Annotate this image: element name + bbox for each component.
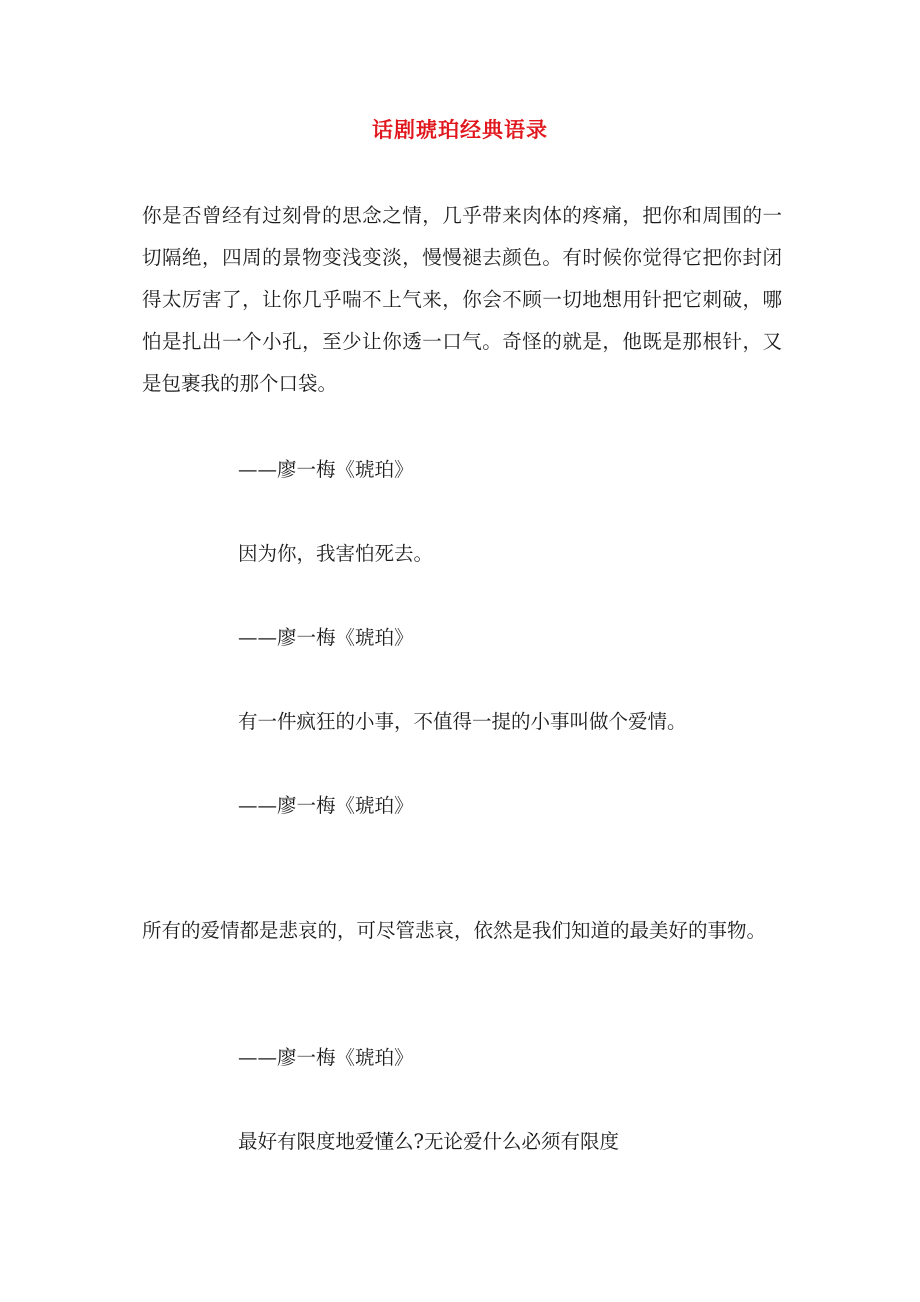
quote-line-3: 有一件疯狂的小事，不值得一提的小事叫做个爱情。 bbox=[238, 710, 687, 733]
attribution-4: ——廖一梅《琥珀》 bbox=[238, 1046, 414, 1069]
attribution-1: ——廖一梅《琥珀》 bbox=[238, 458, 414, 481]
quote-paragraph-1: 你是否曾经有过刻骨的思念之情，几乎带来肉体的疼痛，把你和周围的一切隔绝，四周的景物变浅变淡，慢慢褪去颜色。有时候你觉得它把你封闭得太厉害了，让你几乎喘不上气来，你会不顾一切地想用针把它刺破，哪怕是扎出一个小孔，至少让你透一口气。奇怪的就是，他既是那根针，又是包裹我的那个口袋。 bbox=[142, 204, 782, 395]
attribution-2: ——廖一梅《琥珀》 bbox=[238, 626, 414, 649]
quote-paragraph-4: 所有的爱情都是悲哀的，可尽管悲哀，依然是我们知道的最美好的事物。 bbox=[142, 919, 767, 942]
attribution-3: ——廖一梅《琥珀》 bbox=[238, 794, 414, 817]
document-title: 话剧琥珀经典语录 bbox=[372, 117, 548, 142]
quote-line-5: 最好有限度地爱懂么?无论爱什么必须有限度 bbox=[238, 1130, 619, 1153]
quote-line-2: 因为你，我害怕死去。 bbox=[238, 542, 434, 565]
